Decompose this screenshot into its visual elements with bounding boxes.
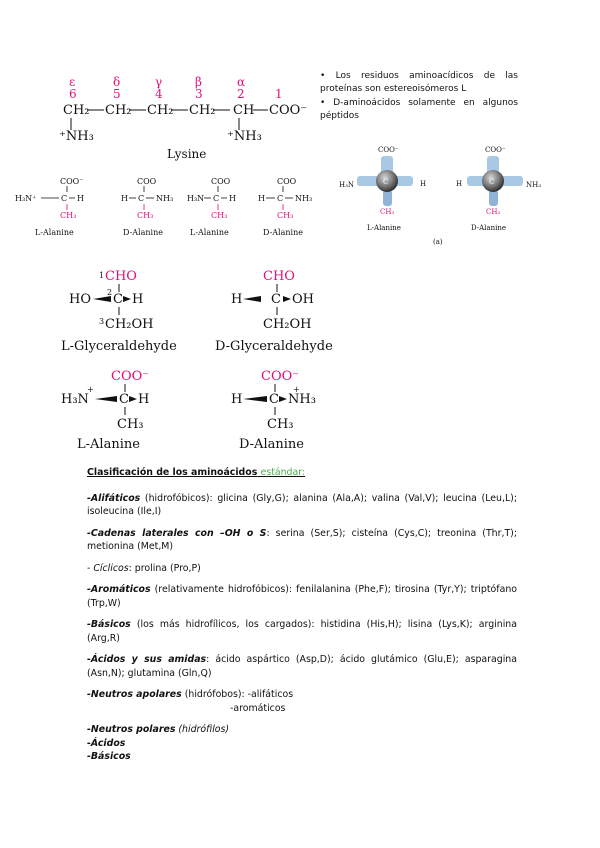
d-model-nh3: NH₃ bbox=[526, 181, 542, 189]
class-basics: -Básicos bbox=[87, 751, 131, 762]
big-alanine-structures bbox=[55, 362, 355, 454]
class-cyclic: - Cíclicos: prolina (Pro,P) bbox=[87, 562, 201, 574]
svg-text:C: C bbox=[61, 194, 68, 203]
greek-gamma: γ bbox=[155, 75, 163, 89]
lysine-structure bbox=[55, 72, 320, 164]
svg-text:C: C bbox=[138, 194, 145, 203]
d-model-h: H bbox=[456, 180, 463, 188]
greek-beta: β bbox=[195, 75, 202, 89]
svg-text:H₃N⁺: H₃N⁺ bbox=[15, 194, 37, 203]
d-model-coo: COO⁻ bbox=[485, 146, 506, 154]
d-alanine-big-name: D-Alanine bbox=[239, 437, 304, 452]
l-model-label: L-Alanine bbox=[367, 224, 401, 232]
small-d-alanine-2 bbox=[121, 177, 173, 237]
small-alanine-row bbox=[15, 175, 315, 240]
l-alanine-big-name: L-Alanine bbox=[77, 437, 140, 452]
class-acids-amides: -Ácidos y sus amidas: ácido aspártico (Asp,D); ácido glutámico (Glu,E); asparagina (Asn,N); glutamina (Gln,Q) bbox=[87, 654, 517, 679]
svg-text:H: H bbox=[231, 392, 243, 407]
d-glyceraldehyde-name: D-Glyceraldehyde bbox=[215, 339, 333, 354]
panel-label-a: (a) bbox=[433, 238, 443, 246]
carbon-number-2: 2 bbox=[237, 87, 245, 101]
svg-text:H: H bbox=[231, 292, 243, 307]
small-alanine-label-3: L-Alanine bbox=[190, 228, 229, 237]
lys-ch2-5: CH₂ bbox=[105, 103, 132, 118]
l-model-nh3: H₃N bbox=[339, 181, 355, 189]
svg-text:C: C bbox=[489, 178, 495, 186]
lys-ch2-6: CH₂ bbox=[63, 103, 90, 118]
small-alanine-label-1: L-Alanine bbox=[35, 228, 74, 237]
class-aromatic: -Aromáticos (relativamente hidrofóbicos): fenilalanina (Phe,F); tirosina (Tyr,Y); triptófano (Trp,W) bbox=[87, 584, 517, 609]
svg-text:C: C bbox=[277, 194, 284, 203]
alanine-3d-models bbox=[335, 140, 560, 250]
class-neutral-apolar-sub: -aromáticos bbox=[230, 702, 286, 714]
small-l-alanine-3 bbox=[187, 177, 236, 237]
svg-text:1: 1 bbox=[99, 271, 105, 280]
svg-text:3: 3 bbox=[99, 317, 105, 326]
svg-text:NH₃: NH₃ bbox=[295, 194, 313, 203]
l-model-ch3: CH₃ bbox=[380, 208, 395, 216]
svg-text:H: H bbox=[229, 194, 236, 203]
svg-text:H₃N: H₃N bbox=[61, 392, 89, 407]
svg-text:NH₃: NH₃ bbox=[288, 392, 316, 407]
greek-delta: δ bbox=[113, 75, 121, 89]
l-glyceraldehyde bbox=[61, 269, 177, 354]
svg-text:NH₃: NH₃ bbox=[156, 194, 174, 203]
svg-text:C: C bbox=[213, 194, 220, 203]
lys-nh3-left: ⁺NH₃ bbox=[59, 129, 94, 144]
bullet-d-peptides: • D-aminoácidos solamente en algunos péptidos bbox=[320, 98, 518, 121]
carbon-number-6: 6 bbox=[69, 87, 77, 101]
svg-text:CHO: CHO bbox=[263, 269, 295, 284]
svg-text:COO: COO bbox=[211, 177, 231, 186]
svg-text:+: + bbox=[293, 385, 300, 394]
carbon-number-5: 5 bbox=[113, 87, 121, 101]
l-alanine-big bbox=[61, 369, 149, 452]
svg-text:H: H bbox=[138, 392, 150, 407]
small-alanine-label-4: D-Alanine bbox=[263, 228, 303, 237]
class-aliphatic: -Alifáticos (hidrofóbicos): glicina (Gly,G); alanina (Ala,A); valina (Val,V); leucina (Leu,L); isoleucina (Ile,I) bbox=[87, 492, 517, 517]
d-model-ch3: CH₃ bbox=[486, 208, 501, 216]
lysine-chain bbox=[59, 103, 307, 144]
d-model-label: D-Alanine bbox=[471, 224, 506, 232]
svg-text:C: C bbox=[269, 392, 279, 407]
class-oh-s: -Cadenas laterales con –OH o S: serina (Ser,S); cisteína (Cys,C); treonina (Thr,T); metionina (Met,M) bbox=[87, 527, 517, 552]
svg-text:CH₃: CH₃ bbox=[60, 211, 77, 220]
d-alanine-big bbox=[231, 369, 316, 452]
svg-text:C: C bbox=[113, 292, 123, 307]
small-l-alanine-1 bbox=[15, 177, 84, 237]
svg-text:COO⁻: COO⁻ bbox=[60, 177, 84, 186]
class-neutral-apolar: -Neutros apolares (hidrófobos): -alifáticos bbox=[87, 689, 294, 700]
d-glyceraldehyde bbox=[215, 269, 333, 354]
svg-text:H: H bbox=[258, 194, 265, 203]
svg-text:COO: COO bbox=[137, 177, 157, 186]
carbon-number-1: 1 bbox=[275, 87, 283, 101]
svg-text:C: C bbox=[271, 292, 281, 307]
l-model-coo: COO⁻ bbox=[378, 146, 399, 154]
svg-text:CH₃: CH₃ bbox=[211, 211, 228, 220]
svg-text:CH₃: CH₃ bbox=[267, 417, 294, 432]
classification-title: Clasificación de los aminoácidos estándar: bbox=[87, 467, 306, 478]
l-glyceraldehyde-name: L-Glyceraldehyde bbox=[61, 339, 177, 354]
lysine-number-row bbox=[69, 87, 283, 101]
small-d-alanine-4 bbox=[258, 177, 312, 237]
small-alanine-label-2: D-Alanine bbox=[123, 228, 163, 237]
title-suffix: estándar: bbox=[260, 467, 306, 478]
bullet-l-residues: • Los residuos aminoacídicos de las proteínas son estereoisómeros L bbox=[320, 71, 518, 94]
svg-text:C: C bbox=[383, 178, 389, 186]
svg-text:CH₂OH: CH₂OH bbox=[105, 317, 154, 332]
lys-ch2-3: CH₂ bbox=[189, 103, 216, 118]
svg-text:COO: COO bbox=[277, 177, 297, 186]
stereo-bullets bbox=[320, 70, 518, 124]
glyceraldehyde-structures bbox=[55, 262, 355, 357]
lys-ch-2: CH bbox=[233, 103, 255, 118]
svg-text:CH₃: CH₃ bbox=[117, 417, 144, 432]
class-acids: -Ácidos bbox=[87, 737, 126, 749]
l-model-h: H bbox=[420, 180, 427, 188]
svg-text:H₃N: H₃N bbox=[187, 194, 205, 203]
carbon-number-3: 3 bbox=[195, 87, 203, 101]
svg-text:OH: OH bbox=[292, 292, 314, 307]
amino-acid-classification bbox=[87, 466, 517, 764]
lysine-name: Lysine bbox=[167, 147, 207, 161]
svg-text:HO: HO bbox=[69, 292, 91, 307]
svg-text:CH₃: CH₃ bbox=[137, 211, 154, 220]
lys-coo: COO⁻ bbox=[269, 103, 308, 118]
svg-text:CH₂OH: CH₂OH bbox=[263, 317, 312, 332]
svg-text:COO⁻: COO⁻ bbox=[261, 369, 300, 384]
svg-text:H: H bbox=[121, 194, 128, 203]
svg-text:H: H bbox=[77, 194, 84, 203]
class-basic: -Básicos (los más hidrofílicos, los cargados): histidina (His,H); lisina (Lys,K); arginina (Arg,R) bbox=[87, 619, 517, 644]
svg-text:COO⁻: COO⁻ bbox=[111, 369, 150, 384]
lys-nh3-right: ⁺NH₃ bbox=[227, 129, 262, 144]
svg-text:2: 2 bbox=[107, 288, 113, 297]
class-neutral-polar: -Neutros polares (hidrófilos) bbox=[87, 724, 230, 735]
svg-text:C: C bbox=[119, 392, 129, 407]
l-alanine-ball-model bbox=[339, 146, 426, 232]
greek-epsilon: ε bbox=[69, 75, 76, 89]
greek-alpha: α bbox=[237, 75, 246, 89]
d-alanine-ball-model bbox=[456, 146, 541, 232]
svg-text:CHO: CHO bbox=[105, 269, 137, 284]
lys-ch2-4: CH₂ bbox=[147, 103, 174, 118]
svg-text:+: + bbox=[87, 385, 94, 394]
carbon-number-4: 4 bbox=[155, 87, 163, 101]
svg-text:CH₃: CH₃ bbox=[277, 211, 294, 220]
svg-text:H: H bbox=[132, 292, 144, 307]
